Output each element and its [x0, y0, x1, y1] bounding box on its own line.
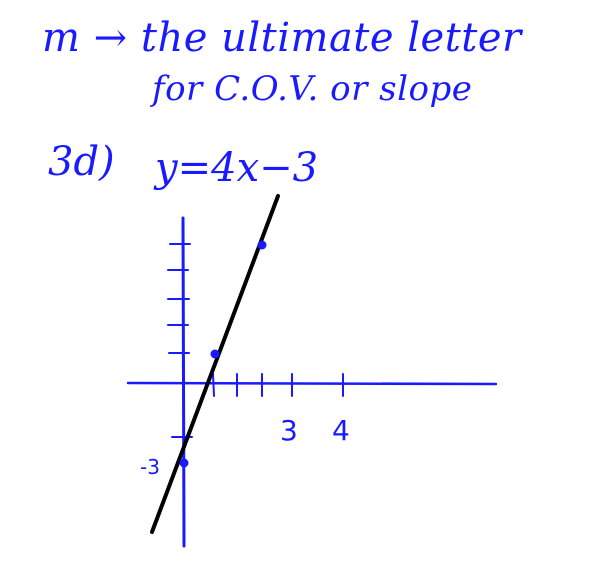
note-line-2: for C.O.V. or slope — [152, 69, 473, 109]
x-tick-label-3: 3 — [280, 414, 298, 447]
y-axis-ticks — [168, 244, 192, 437]
point-x2 — [258, 241, 267, 250]
equation: y=4x−3 — [155, 145, 319, 191]
x-tick — [213, 374, 214, 396]
y-intercept-label: -3 — [140, 455, 160, 479]
x-axis-ticks — [213, 374, 343, 396]
point-y-intercept — [180, 459, 189, 468]
problem-label: 3d) — [48, 139, 115, 185]
point-x1 — [211, 350, 220, 359]
x-tick-label-4: 4 — [332, 414, 350, 447]
y-axis — [183, 218, 184, 546]
note-line-1: m → the ultimate letter — [42, 15, 522, 61]
